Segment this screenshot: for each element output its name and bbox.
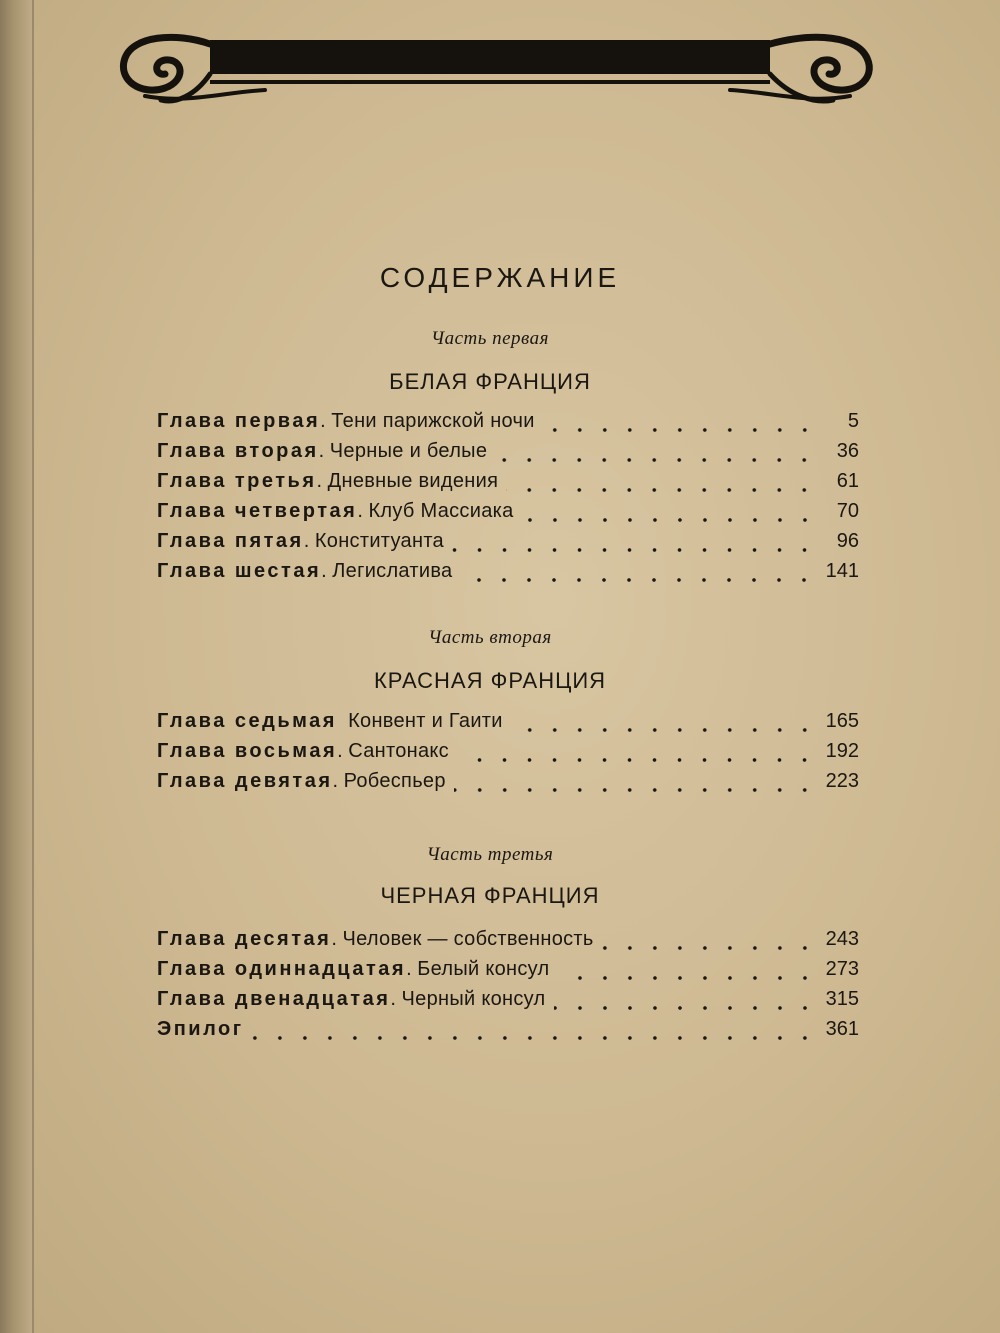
chapter-label: Глава четвертая xyxy=(157,500,358,522)
chapter-title: Тени парижской ночи xyxy=(331,410,535,432)
dot-leader xyxy=(460,578,817,582)
page-number: 70 xyxy=(836,500,859,522)
chapter-title: Конституанта xyxy=(314,530,444,552)
chapter-label: Глава восьмая xyxy=(157,740,338,762)
toc-list xyxy=(157,710,859,800)
chapter-title: Робеспьер xyxy=(343,770,446,792)
chapter-title: Белый консул xyxy=(417,958,550,980)
toc-entry[interactable]: Глава десятая . Человек — собственность 243 xyxy=(157,928,859,950)
gutter-line xyxy=(32,0,34,1333)
dot-leader xyxy=(543,428,817,432)
chapter-label: Глава пятая xyxy=(157,530,304,552)
chapter-label: Эпилог xyxy=(157,1018,244,1040)
chapter-label: Глава третья xyxy=(157,470,317,492)
chapter-label: Глава десятая xyxy=(157,928,332,950)
toc-entry[interactable]: Глава девятая . Робеспьер 223 xyxy=(157,770,859,792)
dot-leader xyxy=(602,946,817,950)
decorative-header-ornament-icon xyxy=(115,30,880,105)
toc-entry[interactable]: Глава одиннадцатая . Белый консул 273 xyxy=(157,958,859,980)
chapter-title: Конвент и Гаити xyxy=(348,710,503,732)
toc-list xyxy=(157,410,859,590)
page-number: 223 xyxy=(825,770,859,792)
dot-leader xyxy=(454,788,817,792)
dot-leader xyxy=(457,758,817,762)
chapter-title: Сантонакс xyxy=(348,740,449,762)
dot-leader xyxy=(495,458,817,462)
chapter-label: Глава первая xyxy=(157,410,321,432)
page-number: 315 xyxy=(825,988,859,1010)
chapter-label: Глава двенадцатая xyxy=(157,988,391,1010)
chapter-label: Глава шестая xyxy=(157,560,322,582)
toc-entry[interactable]: Глава восьмая . Сантонакс 192 xyxy=(157,740,859,762)
dot-leader xyxy=(506,488,817,492)
part-title: БЕЛАЯ ФРАНЦИЯ xyxy=(389,369,591,394)
toc-entry[interactable]: Глава шестая . Легислатива 141 xyxy=(157,560,859,582)
page-number: 61 xyxy=(836,470,859,492)
chapter-title: Черные и белые xyxy=(329,440,488,462)
part-label: Часть третья xyxy=(426,844,554,865)
chapter-title: Дневные видения xyxy=(327,470,499,492)
toc-entry[interactable]: Глава первая . Тени парижской ночи 5 xyxy=(157,410,859,432)
page-number: 361 xyxy=(825,1018,859,1040)
toc-entry[interactable] xyxy=(157,710,859,740)
chapter-label: Глава девятая xyxy=(157,770,333,792)
dot-leader xyxy=(452,548,817,552)
part-title: ЧЕРНАЯ ФРАНЦИЯ xyxy=(380,883,600,908)
page-number: 192 xyxy=(825,740,859,762)
toc-entry[interactable]: Глава двенадцатая . Черный консул 315 xyxy=(157,988,859,1010)
toc-entry[interactable]: Глава вторая . Черные и белые 36 xyxy=(157,440,859,462)
page-number: 243 xyxy=(825,928,859,950)
book-spine-shadow xyxy=(0,0,34,1333)
toc-entry[interactable]: Глава третья . Дневные видения 61 xyxy=(157,470,859,492)
page-number: 273 xyxy=(825,958,859,980)
chapter-title: Человек — собственность xyxy=(342,928,594,950)
part-label: Часть вторая xyxy=(428,627,552,648)
toc-entry[interactable] xyxy=(157,1018,859,1048)
dot-leader xyxy=(522,518,817,522)
chapter-label: Глава седьмая xyxy=(157,710,337,732)
chapter-title: Легислатива xyxy=(332,560,453,582)
page-title: СОДЕРЖАНИЕ xyxy=(379,262,621,293)
dot-leader xyxy=(558,976,817,980)
toc-entry[interactable]: Глава четвертая . Клуб Массиака 70 xyxy=(157,500,859,522)
dot-leader xyxy=(554,1006,817,1010)
chapter-title: Черный консул xyxy=(401,988,546,1010)
part-label: Часть первая xyxy=(430,328,550,349)
dot-leader xyxy=(252,1036,817,1040)
chapter-label: Глава одиннадцатая xyxy=(157,958,407,980)
page-number: 5 xyxy=(847,410,859,432)
dot-leader xyxy=(511,728,817,732)
page-number: 165 xyxy=(825,710,859,732)
toc-list xyxy=(157,928,859,1048)
page-number: 36 xyxy=(836,440,859,462)
chapter-title: Клуб Массиака xyxy=(368,500,514,522)
chapter-label: Глава вторая xyxy=(157,440,319,462)
toc-entry[interactable]: Глава пятая . Конституанта 96 xyxy=(157,530,859,552)
part-title: КРАСНАЯ ФРАНЦИЯ xyxy=(373,668,607,693)
page-number: 96 xyxy=(836,530,859,552)
page-number: 141 xyxy=(825,560,859,582)
